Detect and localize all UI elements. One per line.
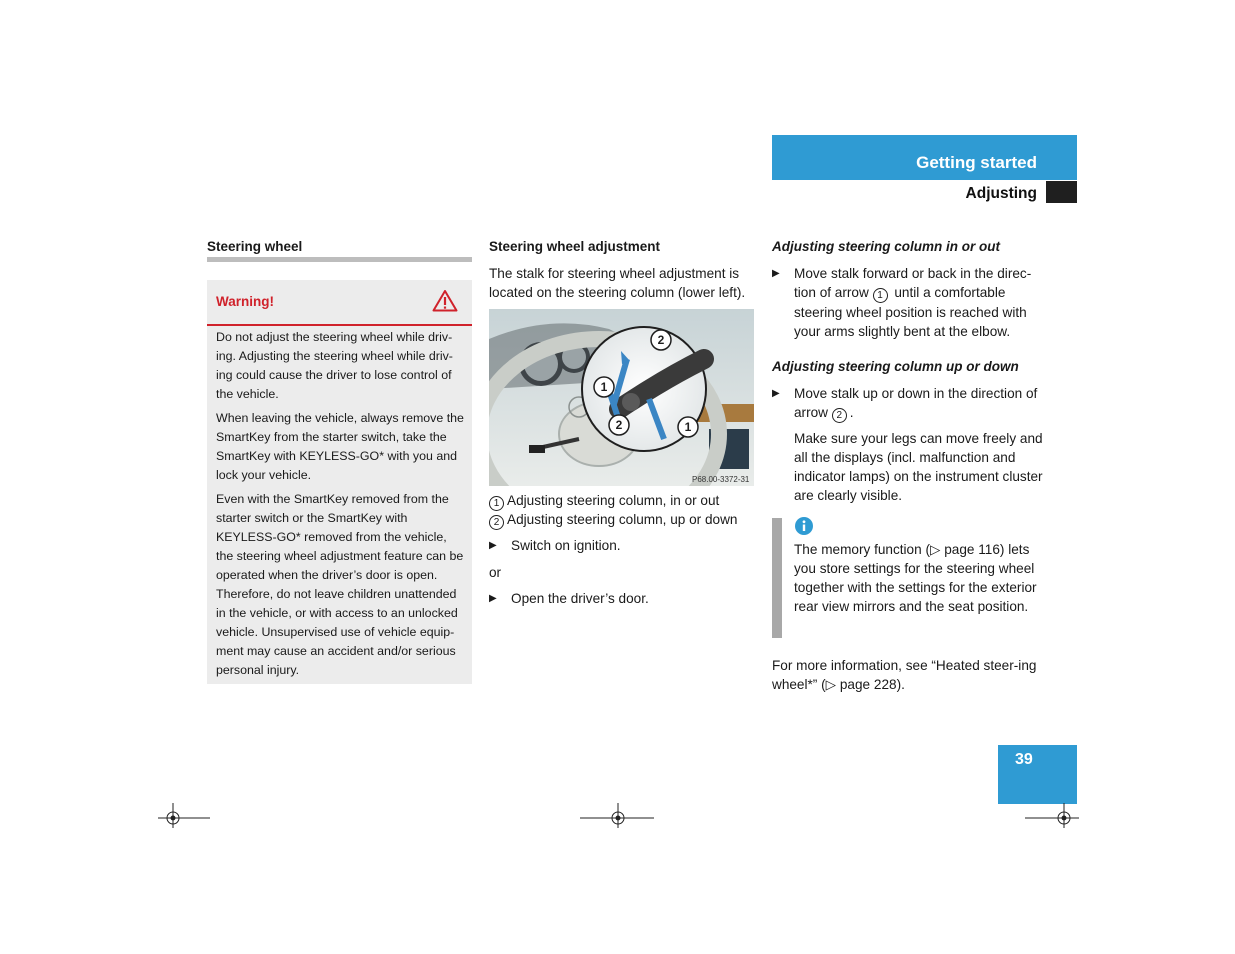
section-header-tab <box>772 135 1077 180</box>
info-box-bar <box>772 518 782 638</box>
svg-text:1: 1 <box>600 380 608 394</box>
adjustment-intro: The stalk for steering wheel adjustment is located on the steering column (lower left). <box>489 266 746 300</box>
step-open-door: Open the driver’s door. <box>511 591 649 606</box>
callout-1-icon: 1 <box>489 496 504 511</box>
callout-2-icon: 2 <box>489 515 504 530</box>
legend-text-2: Adjusting steering column, up or down <box>507 512 738 527</box>
section-title: Getting started <box>916 153 1037 172</box>
legend-item-2 <box>489 510 737 530</box>
warning-paragraph-2: When leaving the vehicle, always remove the SmartKey from the starter switch, take the SmartKey with KEYLESS-GO* with you and lock your vehicle. <box>216 411 464 482</box>
subsection-header <box>772 180 1077 204</box>
bullet-arrow-icon: ▶ <box>489 593 497 604</box>
crop-mark-right <box>1022 800 1082 830</box>
page-number-tab <box>998 745 1077 804</box>
warning-triangle-icon <box>432 289 458 317</box>
figure-code: P68.00-3372-31 <box>692 475 750 484</box>
or-text: or <box>489 565 502 580</box>
legs-note: Make sure your legs can move freely and all the displays (incl. malfunction and indicator lamps) on the instrument cluster are clearly visible. <box>794 431 1043 503</box>
warning-box <box>207 280 472 684</box>
adjustment-heading: Steering wheel adjustment <box>489 239 661 254</box>
info-icon <box>795 517 813 540</box>
warning-title-row <box>207 280 472 326</box>
warning-paragraph-3: Even with the SmartKey removed from the starter switch or the SmartKey with KEYLESS-GO* removed from the vehicle, the steering wheel adjustment feature can be operated when the driver’s door is open. Therefore, do not leave children unattended in the vehicle, or with access to an unlocked vehicle. Unsupervised use of vehicle equip-ment may cause an accident and/or serious personal injury. <box>216 492 464 677</box>
steering-wheel-heading: Steering wheel <box>207 239 303 254</box>
info-text: The memory function (▷ page 116) lets you store settings for the steering wheel together with the settings for the exterior rear view mirrors and the seat position. <box>794 542 1037 614</box>
heading-rule <box>207 257 472 262</box>
callout-2-icon: 2 <box>832 408 847 423</box>
warning-paragraph-1: Do not adjust the steering wheel while driv-ing. Adjusting the steering wheel while driv-ing could cause the driver to lose control of the vehicle. <box>216 330 453 401</box>
step-up-down: Move stalk up or down in the direction of arrow 2 . <box>794 386 1038 421</box>
steering-stalk-illustration <box>489 309 754 486</box>
crop-mark-center <box>578 800 658 830</box>
legend-item-1 <box>489 491 719 511</box>
svg-text:2: 2 <box>657 333 665 347</box>
bullet-arrow-icon: ▶ <box>772 388 780 399</box>
bullet-arrow-icon: ▶ <box>489 540 497 551</box>
bullet-arrow-icon: ▶ <box>772 268 780 279</box>
step-in-out: Move stalk forward or back in the direc-tion of arrow 1 until a comfortable steering wheel position is reached with your arms slightly bent at the elbow. <box>794 266 1032 339</box>
in-out-heading: Adjusting steering column in or out <box>772 239 1000 254</box>
svg-text:2: 2 <box>615 418 623 432</box>
step-switch-ignition: Switch on ignition. <box>511 538 621 553</box>
crop-mark-left <box>155 800 215 830</box>
legend-text-1: Adjusting steering column, in or out <box>507 493 720 508</box>
svg-text:1: 1 <box>684 420 692 434</box>
up-down-heading: Adjusting steering column up or down <box>772 359 1019 374</box>
page-number: 39 <box>1015 751 1033 768</box>
subsection-title: Adjusting <box>965 185 1037 202</box>
subsection-marker <box>1046 181 1077 203</box>
warning-title: Warning! <box>216 294 274 309</box>
more-info-text: For more information, see “Heated steer-ing wheel*” (▷ page 228). <box>772 658 1037 692</box>
callout-1-icon: 1 <box>873 288 888 303</box>
